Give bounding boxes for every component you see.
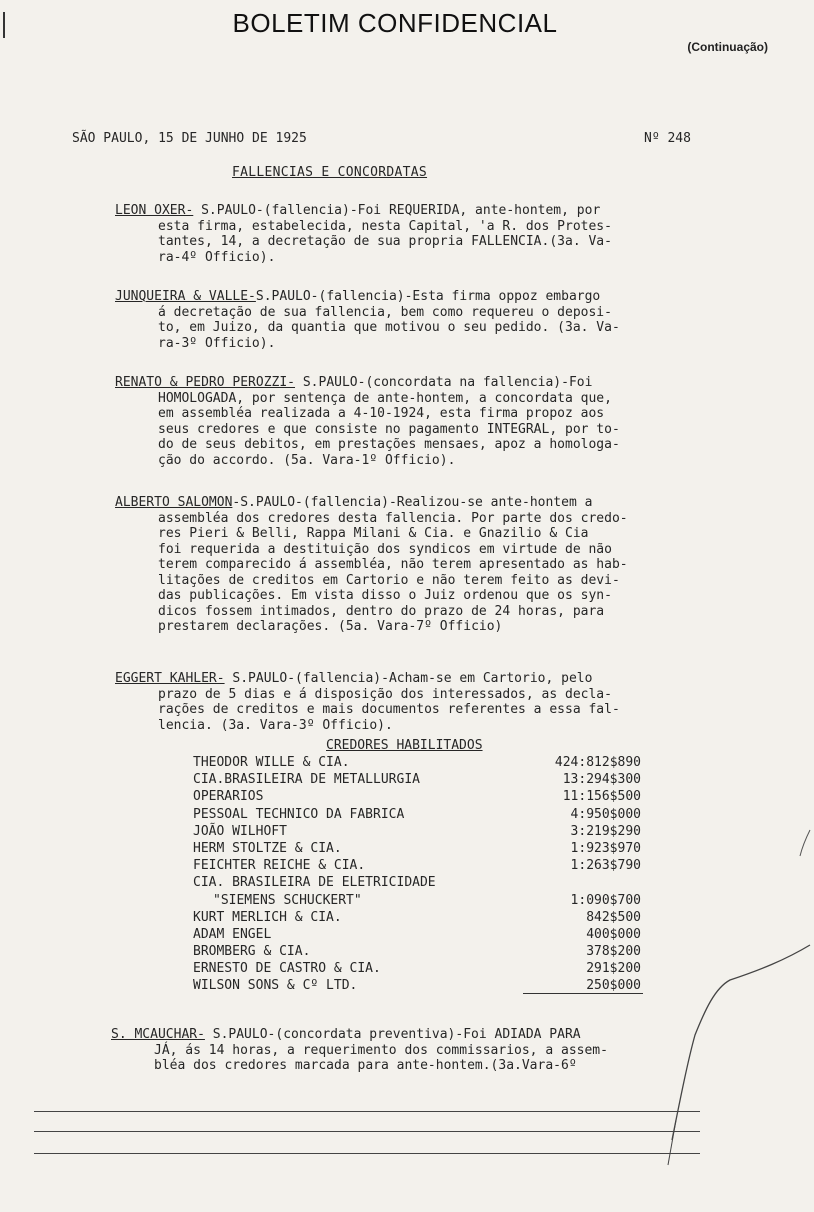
creditor-amount: 11:156$500 [562,789,641,805]
page-crease [650,820,814,1170]
entry-line: prestarem declarações. (5a. Vara-7º Officio) [158,619,503,634]
entry-line: dicos fossem intimados, dentro do prazo de 24 horas, para [158,603,605,619]
divider-line [34,1131,700,1132]
creditor-amount: 1:923$970 [570,840,641,856]
creditor-name: WILSON SONS & Cº LTD. [193,978,358,994]
entry-line: do de seus debitos, em prestações mensaes, apoz a homologa- [158,437,620,452]
table-row [193,789,653,806]
creditors-table [193,755,653,996]
entry-line: res Pieri & Belli, Rappa Milani & Cia. e Gnazilio & Cia [158,526,589,541]
table-row [193,824,653,841]
divider-line [34,1111,700,1112]
entry-name: EGGERT KAHLER- [115,671,225,686]
entry-line: á decretação de sua fallencia, bem como requereu o deposi- [158,304,612,320]
entry-line: S.PAULO-(fallencia)-Acham-se em Cartorio, pelo [224,671,593,686]
creditor-name: KURT MERLICH & CIA. [193,909,342,925]
creditor-amount: 13:294$300 [562,772,641,788]
creditor-name: OPERARIOS [193,789,264,805]
creditor-name: "SIEMENS SCHUCKERT" [213,892,362,908]
entry-s-mcauchar [111,1027,731,1074]
entry-line: S.PAULO-(fallencia)-Esta firma oppoz embargo [255,289,601,304]
entry-line: ra-3º Officio). [158,335,276,351]
table-row [193,875,653,892]
creditor-name: BROMBERG & CIA. [193,944,311,960]
entry-line: bléa dos credores marcada para ante-hontem.(3a.Vara-6º [154,1058,577,1073]
creditor-name: FEICHTER REICHE & CIA. [193,858,366,874]
entry-line: tantes, 14, a decretação de sua propria FALLENCIA.(3a. Va- [158,234,612,249]
entry-leon-oxer [115,203,735,265]
table-row [193,772,653,789]
entry-alberto-salomon [115,495,735,635]
creditor-name: CIA. BRASILEIRA DE ELETRICIDADE [193,875,436,891]
entry-line: S.PAULO-(concordata na fallencia)-Foi [295,375,593,390]
creditor-name: HERM STOLTZE & CIA. [193,840,342,856]
section-title: FALLENCIAS E CONCORDATAS [232,165,428,180]
creditor-amount: 400$000 [586,926,641,942]
entry-line: S.PAULO-(concordata preventiva)-Foi ADIADA PARA [204,1027,581,1042]
divider-line [34,1153,700,1154]
creditor-amount: 3:219$290 [570,823,641,839]
entry-junqueira-valle [115,289,735,351]
entry-line: em assembléa realizada a 4-10-1924, esta firma propoz aos [158,406,605,421]
table-row [193,807,653,824]
creditor-name: PESSOAL TECHNICO DA FABRICA [193,806,405,822]
creditor-name: CIA.BRASILEIRA DE METALLURGIA [193,772,420,788]
entry-line: seus credores e que consiste no pagamento INTEGRAL, por to- [158,421,620,437]
entry-name: LEON OXER- [115,203,194,218]
creditor-amount: 842$500 [586,909,641,925]
entry-line: ra-4º Officio). [158,249,276,265]
page-title: BOLETIM CONFIDENCIAL [232,8,558,38]
creditors-title: CREDORES HABILITADOS [326,738,483,753]
entry-name: JUNQUEIRA & VALLE- [115,289,256,304]
entry-line: lencia. (3a. Vara-3º Officio). [158,717,393,733]
entry-line: terem comparecido á assembléa, não terem apresentado as hab- [158,557,628,572]
entry-line: prazo de 5 dias e á disposição dos interessados, as decla- [158,686,612,702]
creditor-amount: 378$200 [586,944,641,960]
table-row [193,944,653,961]
creditor-amount: 1:263$790 [570,858,641,874]
entry-line: S.PAULO-(fallencia)-Foi REQUERIDA, ante-hontem, por [201,203,601,218]
entry-line: litações de creditos em Cartorio e não terem feito as devi- [158,572,620,588]
dateline: SÃO PAULO, 15 DE JUNHO DE 1925 [72,131,307,146]
bulletin-number: Nº 248 [644,131,691,146]
entry-name: RENATO & PEDRO PEROZZI- [115,375,296,390]
table-row [193,910,653,927]
table-row [193,927,653,944]
creditor-amount: 291$200 [586,961,641,977]
entry-name: S. MCAUCHAR- [111,1027,205,1042]
entry-line: to, em Juizo, da quantia que motivou o seu pedido. (3a. Va- [158,320,620,335]
total-rule [523,993,643,994]
entry-line: -S.PAULO-(fallencia)-Realizou-se ante-hontem a [232,495,593,510]
margin-mark [3,12,5,38]
creditor-name: JOÃO WILHOFT [193,823,287,839]
entry-eggert-kahler [115,671,735,733]
table-row [193,755,653,772]
creditor-amount: 250$000 [586,978,641,994]
entry-name: ALBERTO SALOMON [115,495,233,510]
table-row [193,893,653,910]
entry-line: foi requerida a destituição dos syndicos em virtude de não [158,541,612,557]
entry-line: HOMOLOGADA, por sentença de ante-hontem, a concordata que, [158,390,612,406]
entry-line: esta firma, estabelecida, nesta Capital, 'a R. dos Protes- [158,218,612,234]
entry-line: JÁ, ás 14 horas, a requerimento dos commissarios, a assem- [154,1042,608,1058]
creditor-amount: 4:950$000 [570,806,641,822]
continuation-label: (Continuação) [687,40,768,54]
creditor-name: THEODOR WILLE & CIA. [193,755,350,770]
creditor-name: ADAM ENGEL [193,926,272,942]
creditor-amount: 1:090$700 [570,892,641,908]
table-row [193,841,653,858]
creditor-name: ERNESTO DE CASTRO & CIA. [193,961,381,977]
entry-line: ção do accordo. (5a. Vara-1º Officio). [158,452,456,468]
entry-renato-pedro-perozzi [115,375,735,468]
entry-line: das publicações. Em vista disso o Juiz ordenou que os syn- [158,588,612,603]
table-row [193,961,653,978]
entry-line: rações de creditos e mais documentos referentes a essa fal- [158,702,620,717]
table-row [193,858,653,875]
entry-line: assembléa dos credores desta fallencia. Por parte dos credo- [158,510,628,526]
creditor-amount: 424:812$890 [554,755,641,770]
